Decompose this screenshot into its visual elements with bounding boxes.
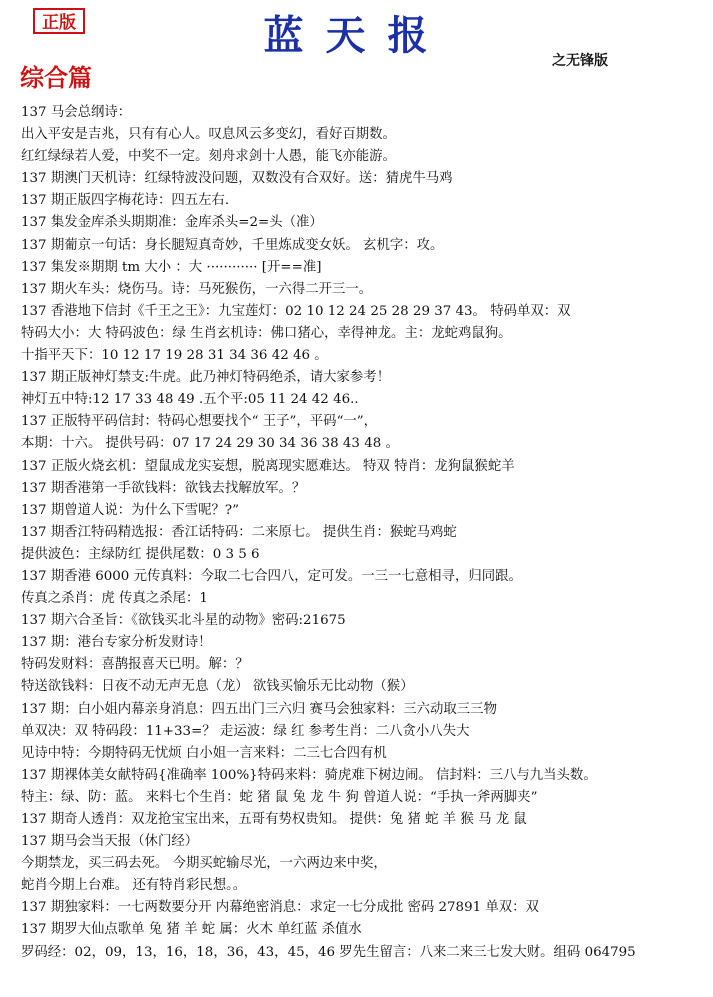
text-line: 137 期独家料：一七两数要分开 内幕绝密消息：求定一七分成批 密码 27891 单双：双 — [21, 900, 539, 916]
text-line: 137 期葡京一句话：身长腿短真奇妙，千里炼成变女妖。 玄机字：攻。 — [21, 237, 444, 253]
text-line: 137 期曾道人说：为什么下雪呢？?” — [21, 502, 239, 518]
text-line: 见诗中特：今期特码无忧烦 白小姐一言来料：二三七合四有机 — [21, 745, 387, 761]
edition-label: 之无锋版 — [552, 53, 608, 69]
text-line: 神灯五中特:12 17 33 48 49 .五个平:05 11 24 42 46.. — [21, 392, 359, 408]
text-line: 137 期六合圣旨：《欲钱买北斗星的动物》密码:21675 — [21, 613, 346, 629]
text-line: 特送欲钱料：日夜不动无声无息（龙） 欲钱买愉乐无比动物（猴） — [21, 679, 414, 695]
text-line: 十指平天下：10 12 17 19 28 31 34 36 42 46 。 — [21, 348, 328, 364]
text-line: 137 期正版四字梅花诗：四五左右. — [21, 193, 230, 209]
text-line: 137 正版火烧玄机：望鼠成龙实妄想，脱离现实愿难达。 特双 特肖：龙狗鼠猴蛇羊 — [21, 458, 515, 474]
content-lines — [21, 102, 701, 964]
text-line: 红红绿绿若人爱，中奖不一定。刻舟求剑十人愚，能飞亦能游。 — [21, 149, 396, 165]
text-line: 传真之杀肖：虎 传真之杀尾：1 — [21, 591, 208, 607]
text-line: 特码发财料：喜鹊报喜天已明。解：？ — [21, 657, 249, 673]
text-line: 出入平安是吉兆，只有有心人。叹息风云多变幻，看好百期数。 — [21, 127, 396, 143]
text-line: 特主：绿、防：蓝。 来料七个生肖：蛇 猪 鼠 兔 龙 牛 狗 曾道人说：“手执一斧两脚夹” — [21, 789, 538, 805]
text-line: 137 期香江特码精选报：香江话特码：二来原七。 提供生肖：猴蛇马鸡蛇 — [21, 524, 457, 540]
text-line: 137 期火车头：烧伤马。诗：马死猴伤，一六得二开三一。 — [21, 281, 373, 297]
text-line: 137 期澳门天机诗：红绿特波没问题，双数没有合双好。送：猜虎牛马鸡 — [21, 171, 453, 187]
text-line: 罗码经：02，09，13，16，18，36，43，45，46 罗先生留言：八来二来三七发大财。组码 064795 — [21, 944, 636, 960]
text-line: 137 期裸体美女献特码{准确率 100%}特码来料：骑虎难下树边闹。 信封料：三八与九当头数。 — [21, 767, 597, 783]
text-line: 137 期马会当天报（休门经） — [21, 834, 199, 850]
text-line: 137 期：白小姐内幕亲身消息：四五出门三六归 赛马会独家料：三六动取三三物 — [21, 701, 497, 717]
edition-badge: 正版 — [33, 8, 85, 34]
text-line: 特码大小：大 特码波色：绿 生肖玄机诗：佛口猪心，幸得神龙。主：龙蛇鸡鼠狗。 — [21, 325, 512, 341]
text-line: 本期：十六。 提供号码：07 17 24 29 30 34 36 38 43 48 。 — [21, 436, 399, 452]
text-line: 137 正版特平码信封：特码心想要找个“ 王子”，平码“一”， — [21, 414, 378, 430]
text-line: 137 香港地下信封《千王之王》：九宝莲灯：02 10 12 24 25 28 29 37 43。 特码单双：双 — [21, 303, 571, 319]
text-line: 137 集发金库杀头期期准：金库杀头=2=头（准） — [21, 215, 323, 231]
page-title: 蓝天报 — [263, 12, 450, 59]
text-line: 蛇肖今期上台难。 还有特肖彩民想。。 — [21, 878, 247, 894]
text-line: 137 马会总纲诗： — [21, 105, 132, 120]
text-line: 今期禁龙，买三码去死。 今期买蛇输尽光，一六两边来中奖， — [21, 856, 387, 872]
text-line: 137 期罗大仙点歌单 兔 猪 羊 蛇 属：火木 单红蓝 杀值水 — [21, 922, 362, 938]
text-line: 137 期奇人透肖：双龙抢宝宝出来，五哥有势权贵知。 提供：兔 猪 蛇 羊 猴 马 龙 鼠 — [21, 812, 527, 827]
text-line: 137 期香港第一手欲钱料：欲钱去找解放军。？ — [21, 480, 306, 496]
text-line: 单双决：双 特码段：11+33=？ 走运波：绿 红 参考生肖：二八贪小八失大 — [21, 723, 470, 739]
text-line: 137 期：港台专家分析发财诗！ — [21, 635, 212, 651]
text-line: 137 期香港 6000 元传真料：今取二七合四八，定可发。一三一七意相寻，归同跟。 — [21, 568, 522, 584]
text-line: 137 集发※期期 tm 大小 ：大 ············ [开==准] — [21, 259, 322, 275]
section-heading: 综合篇 — [20, 64, 92, 92]
text-line: 137 期正版神灯禁支:牛虎。此乃神灯特码绝杀，请大家参考！ — [21, 370, 391, 386]
text-line: 提供波色：主绿防红 提供尾数：0 3 5 6 — [21, 546, 260, 562]
